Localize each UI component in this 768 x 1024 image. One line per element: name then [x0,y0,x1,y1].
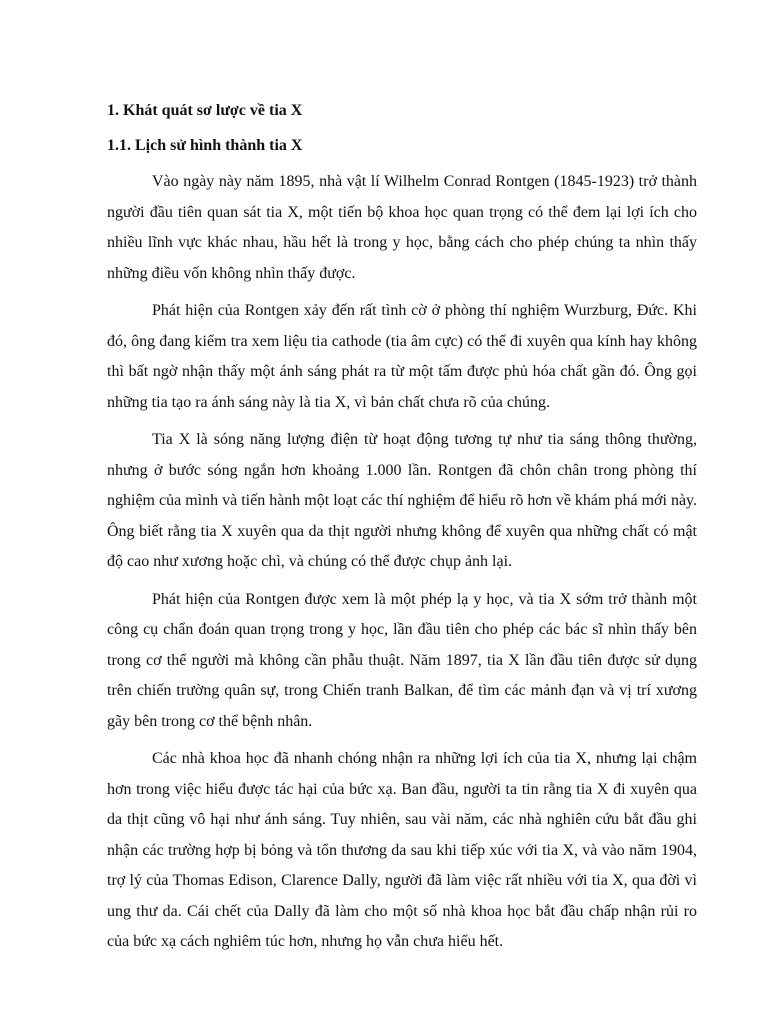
subsection-heading: 1.1. Lịch sử hình thành tia X [107,137,303,154]
paragraph-medical-use: Phát hiện của Rontgen được xem là một phép lạ y học, và tia X sớm trở thành một công cụ chẩn đoán quan trọng trong y học, lần đầu tiên cho phép các bác sĩ nhìn thấy bên trong cơ thể người mà không cần phẫu thuật. Năm 1897, tia X lần đầu tiên được sử dụng trên chiến trường quân sự, trong Chiến tranh Balkan, để tìm các mảnh đạn và vị trí xương gãy bên trong cơ thể bệnh nhân. [107,590,697,730]
document-page [107,96,697,965]
section-heading: 1. Khát quát sơ lược về tia X [107,102,303,119]
paragraph-wavelength: Tia X là sóng năng lượng điện từ hoạt động tương tự như tia sáng thông thường, nhưng ở bước sóng ngắn hơn khoảng 1.000 lần. Rontgen đã chôn chân trong phòng thí nghiệm của mình và tiến hành một loạt các thí nghiệm để hiểu rõ hơn về khám phá mới này. Ông biết rằng tia X xuyên qua da thịt người nhưng không để xuyên qua những chất có mật độ cao như xương hoặc chì, và chúng có thể được chụp ảnh lại. [107,431,697,570]
paragraph-discovery: Vào ngày này năm 1895, nhà vật lí Wilhelm Conrad Rontgen (1845-1923) trở thành người đầu tiên quan sát tia X, một tiến bộ khoa học quan trọng có thể đem lại lợi ích cho nhiều lĩnh vực khác nhau, hầu hết là trong y học, bằng cách cho phép chúng ta nhìn thấy những điều vốn không nhìn thấy được. [107,173,697,282]
paragraph-wurzburg: Phát hiện của Rontgen xảy đến rất tình cờ ở phòng thí nghiệm Wurzburg, Đức. Khi đó, ông đang kiểm tra xem liệu tia cathode (tia âm cực) có thể đi xuyên qua kính hay không thì bất ngờ nhận thấy một ánh sáng phát ra từ một tấm được phủ hóa chất gần đó. Ông gọi những tia tạo ra ánh sáng này là tia X, vì bản chất chưa rõ của chúng. [107,302,697,411]
paragraph-radiation-harm: Các nhà khoa học đã nhanh chóng nhận ra những lợi ích của tia X, nhưng lại chậm hơn trong việc hiểu được tác hại của bức xạ. Ban đầu, người ta tin rằng tia X đi xuyên qua da thịt cũng vô hại như ánh sáng. Tuy nhiên, sau vài năm, các nhà nghiên cứu bắt đầu ghi nhận các trường hợp bị bỏng và tổn thương da sau khi tiếp xúc với tia X, và vào năm 1904, trợ lý của Thomas Edison, Clarence Dally, người đã làm việc rất nhiều với tia X, qua đời vì ung thư da. Cái chết của Dally đã làm cho một số nhà khoa học bắt đầu chấp nhận rủi ro của bức xạ cách nghiêm túc hơn, nhưng họ vẫn chưa hiểu hết. [107,750,697,950]
